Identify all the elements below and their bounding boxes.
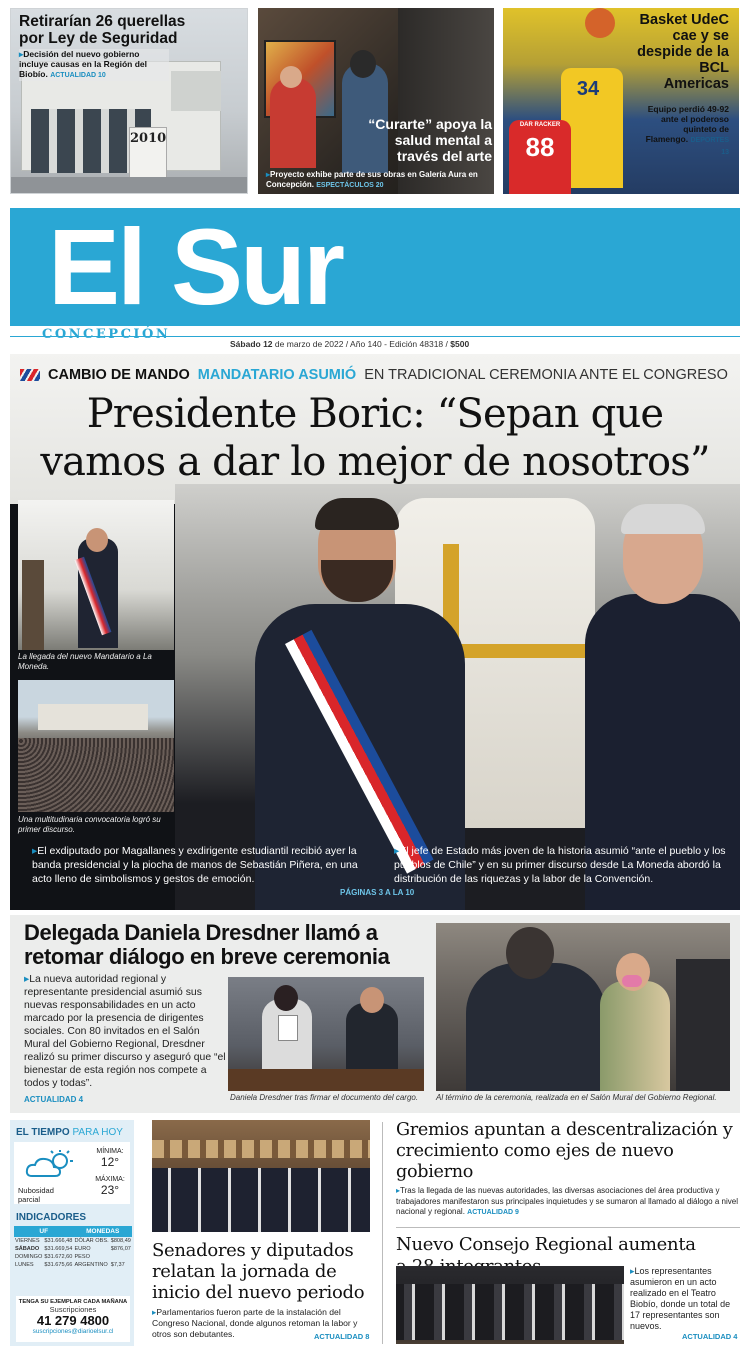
indicator-cell: VIERNES xyxy=(15,1238,40,1244)
teaser-headline: “Curarte” apoya la salud mental a través del arte xyxy=(368,116,492,164)
jersey-number-right: 34 xyxy=(576,78,600,100)
weather-min-value: 12° xyxy=(100,1155,120,1169)
right-column xyxy=(386,1120,740,1341)
dresdner-signing-photo xyxy=(228,977,424,1091)
masthead-city: CONCEPCIÓN xyxy=(42,327,171,342)
gremios-body xyxy=(396,1186,740,1219)
sub-kicker-rest: EN TRADICIONAL CEREMONIA ANTE EL CONGRESO xyxy=(364,367,728,383)
consejo-body-text: ▸ Los representantes asumieron en un acto realizado en el Teatro Biobío, donde un total de 17 representantes son nuevos. xyxy=(630,1266,730,1331)
indicators-title: INDICADORES xyxy=(16,1212,87,1223)
dresdner-caption-2: Al término de la ceremonia, realizada en el Salón Mural del Gobierno Regional. xyxy=(436,1093,717,1102)
teaser-headline: Retirarían 26 querellas por Ley de Seguridad xyxy=(19,13,186,47)
weather-min xyxy=(92,1148,128,1169)
weather-max-value: 23° xyxy=(100,1183,120,1197)
feature-text-left-body: ▸ El exdiputado por Magallanes y exdirigente estudiantil recibió ayer la banda presidencial y la piocha de manos de Sebastián Piñera, en una acto lleno de simbolismos y gestos de emoción. xyxy=(32,845,358,885)
subscription-line1: TENGA SU EJEMPLAR CADA MAÑANA xyxy=(18,1299,128,1305)
gremios-body-text: ▸ Tras la llegada de las nuevas autoridades, las diversas asociaciones del área productiva y trabajadores manifestaron sus principales inquietudes y se sumaron al llamado al diálogo a nivel nacional y regional. xyxy=(396,1186,738,1216)
weather-title-suffix: PARA HOY xyxy=(72,1127,123,1138)
masthead xyxy=(10,208,740,326)
indicator-cell xyxy=(110,1253,132,1261)
council-photo xyxy=(396,1266,624,1344)
weather-box xyxy=(10,1120,134,1346)
teaser-headline: Basket UdeC cae y se despide de la BCL Americas xyxy=(637,12,729,92)
subscription-box[interactable] xyxy=(16,1296,130,1342)
gremios-headline-line1: Gremios apuntan a descentralización y xyxy=(396,1120,733,1140)
indicator-cell: SÁBADO xyxy=(15,1246,40,1252)
weather-min-label: MÍNIMA: xyxy=(96,1148,124,1155)
partly-cloudy-icon xyxy=(24,1150,76,1180)
teaser-tag[interactable]: DEPORTES 13 xyxy=(690,137,729,156)
gremios-headline-line2: crecimiento como ejes de nuevo gobierno xyxy=(396,1141,674,1182)
main-headline-line1: Presidente Boric: “Sepan que xyxy=(86,391,664,437)
teaser-body-text: Equipo perdió 49-92 ante el poderoso quinteto de Flamengo. xyxy=(645,104,729,144)
teaser-body xyxy=(641,104,729,158)
senators-headline-line2: relatan la jornada de xyxy=(152,1261,337,1282)
dresdner-tag[interactable]: ACTUALIDAD 4 xyxy=(24,1095,84,1104)
story-divider xyxy=(396,1227,740,1228)
indicators-table xyxy=(14,1226,132,1269)
senators-story[interactable] xyxy=(152,1120,374,1340)
teaser-body-text: ▸ Proyecto exhibe parte de sus obras en Galería Aura en Concepción. xyxy=(266,170,478,189)
senators-headline-line1: Senadores y diputados xyxy=(152,1240,354,1261)
flag-stripes-icon xyxy=(20,369,40,381)
senators-tag[interactable]: ACTUALIDAD 8 xyxy=(314,1332,370,1341)
indicator-cell: PESO xyxy=(74,1254,90,1260)
jersey-number-left: 88 xyxy=(525,132,555,162)
weather-max xyxy=(92,1176,128,1197)
section-kicker[interactable]: CAMBIO DE MANDO xyxy=(48,367,190,383)
weather-title-text: EL TIEMPO xyxy=(16,1127,70,1138)
indicators-header-monedas: MONEDAS xyxy=(73,1226,132,1237)
date-weekday: Sábado xyxy=(230,339,261,349)
teaser-body xyxy=(19,49,169,81)
senators-body-text: ▸ Parlamentarios fueron parte de la instalación del Congreso Nacional, donde algunos retoman la labor y otros son debutantes. xyxy=(152,1307,357,1339)
ball-icon xyxy=(585,8,615,38)
date-edition: de marzo de 2022 / Año 140 - Edición 48318 / xyxy=(274,339,448,349)
consejo-body xyxy=(630,1266,740,1332)
dateline xyxy=(230,339,469,349)
dresdner-headline xyxy=(24,921,389,969)
main-headline[interactable] xyxy=(10,390,740,486)
subscription-email[interactable]: suscripciones@diarioelsur.cl xyxy=(32,1328,114,1335)
dresdner-headline-line1: Delegada Daniela Dresdner llamó a xyxy=(24,920,378,945)
teaser-basket[interactable] xyxy=(503,8,739,194)
date-day: 12 xyxy=(263,339,273,349)
weather-max-label: MÁXIMA: xyxy=(95,1176,125,1183)
feature-text-left xyxy=(32,844,372,886)
main-feature[interactable] xyxy=(10,354,740,910)
indicator-cell: ARGENTINO xyxy=(74,1262,108,1268)
indicator-cell: $31.666,48 xyxy=(44,1238,73,1244)
feature-text-right-body: ▸ El jefe de Estado más joven de la historia asumió “ante el pueblo y los pueblos de Chile” y en su primer discurso desde La Moneda abordó la distribución de las riquezas y la labor de la Convención. xyxy=(394,845,726,885)
art-gallery-photo xyxy=(258,8,494,194)
gremios-story[interactable] xyxy=(386,1120,740,1219)
indicators-header-uf: UF xyxy=(14,1226,73,1237)
indicator-cell: $31.669,54 xyxy=(44,1246,73,1252)
inset-caption-1: La llegada del nuevo Mandatario a La Moneda. xyxy=(18,652,152,671)
indicator-cell: $7,37 xyxy=(110,1262,125,1268)
senators-headline xyxy=(152,1240,374,1303)
inset-photo-crowd xyxy=(18,680,174,812)
weather-condition: Nubosidad parcial xyxy=(18,1186,54,1204)
gremios-headline xyxy=(396,1120,740,1183)
indicator-cell: $808,49 xyxy=(110,1238,131,1244)
indicator-cell: DÓLAR OBS. xyxy=(74,1238,109,1244)
congress-photo xyxy=(152,1120,370,1232)
indicator-row xyxy=(14,1253,132,1261)
newspaper-logo[interactable]: El Sur xyxy=(48,206,343,327)
senators-headline-line3: inicio del nuevo periodo xyxy=(152,1282,365,1303)
consejo-headline-line1: Nuevo Consejo Regional aumenta xyxy=(396,1233,696,1255)
indicator-row xyxy=(14,1245,132,1253)
indicator-cell: LUNES xyxy=(15,1262,34,1268)
inset-caption-2: Una multitudinaria convocatoria logró su primer discurso. xyxy=(18,815,161,834)
year-sign: 2010 xyxy=(129,127,167,183)
gremios-tag[interactable]: ACTUALIDAD 9 xyxy=(467,1209,519,1216)
price: $500 xyxy=(450,339,470,349)
consejo-story[interactable] xyxy=(386,1233,740,1341)
jersey-name-left: DAR RACKER xyxy=(519,122,561,128)
indicator-cell: $876,07 xyxy=(110,1246,131,1252)
pages-reference[interactable]: PÁGINAS 3 A LA 10 xyxy=(340,888,415,897)
teaser-body xyxy=(266,170,490,191)
subscription-label: Suscripciones xyxy=(49,1305,97,1314)
column-divider xyxy=(382,1122,383,1344)
teaser-querellas[interactable] xyxy=(10,8,248,194)
sub-kicker-highlight: MANDATARIO ASUMIÓ xyxy=(197,367,357,383)
indicator-cell: EURO xyxy=(74,1246,91,1252)
dresdner-story[interactable] xyxy=(10,915,740,1113)
indicator-cell: $31.672,60 xyxy=(44,1254,73,1260)
teaser-body-text: ▸ Decisión del nuevo gobierno incluye causas en la Región del Biobío. xyxy=(19,49,147,79)
dresdner-ceremony-photo xyxy=(436,923,730,1091)
indicator-cell: DOMINGO xyxy=(15,1254,43,1260)
indicator-row xyxy=(14,1261,132,1269)
indicator-row xyxy=(14,1237,132,1245)
teaser-curarte[interactable] xyxy=(258,8,494,194)
subscription-phone[interactable]: 41 279 4800 xyxy=(36,1313,110,1328)
kicker-row xyxy=(20,364,728,386)
weather-title xyxy=(16,1127,123,1138)
dresdner-headline-line2: retomar diálogo en breve ceremonia xyxy=(24,944,390,969)
dresdner-caption-1: Daniela Dresdner tras firmar el documento del cargo. xyxy=(230,1093,419,1102)
teaser-tag[interactable]: ACTUALIDAD 10 xyxy=(50,72,106,79)
dresdner-body-text: ▸ La nueva autoridad regional y representante presidencial asumió sus nuevas responsabilidades en un acto marcado por la presencia de dirigentes sociales. Con 80 invitados en el Salón Mural del Gobierno Regional, Dresdner realizó su primer discurso y aseguró que “el bienestar de esta región nos compete a todos y todas”. xyxy=(24,974,226,1089)
indicator-cell: $31.675,66 xyxy=(44,1262,73,1268)
teaser-tag[interactable]: ESPECTÁCULOS 20 xyxy=(316,182,384,189)
dresdner-body xyxy=(24,973,228,1090)
inset-photo-moneda-arrival xyxy=(18,500,174,650)
consejo-tag[interactable]: ACTUALIDAD 4 xyxy=(682,1332,738,1341)
main-headline-line2: vamos a dar lo mejor de nosotros” xyxy=(40,439,710,485)
feature-text-right xyxy=(394,844,730,886)
